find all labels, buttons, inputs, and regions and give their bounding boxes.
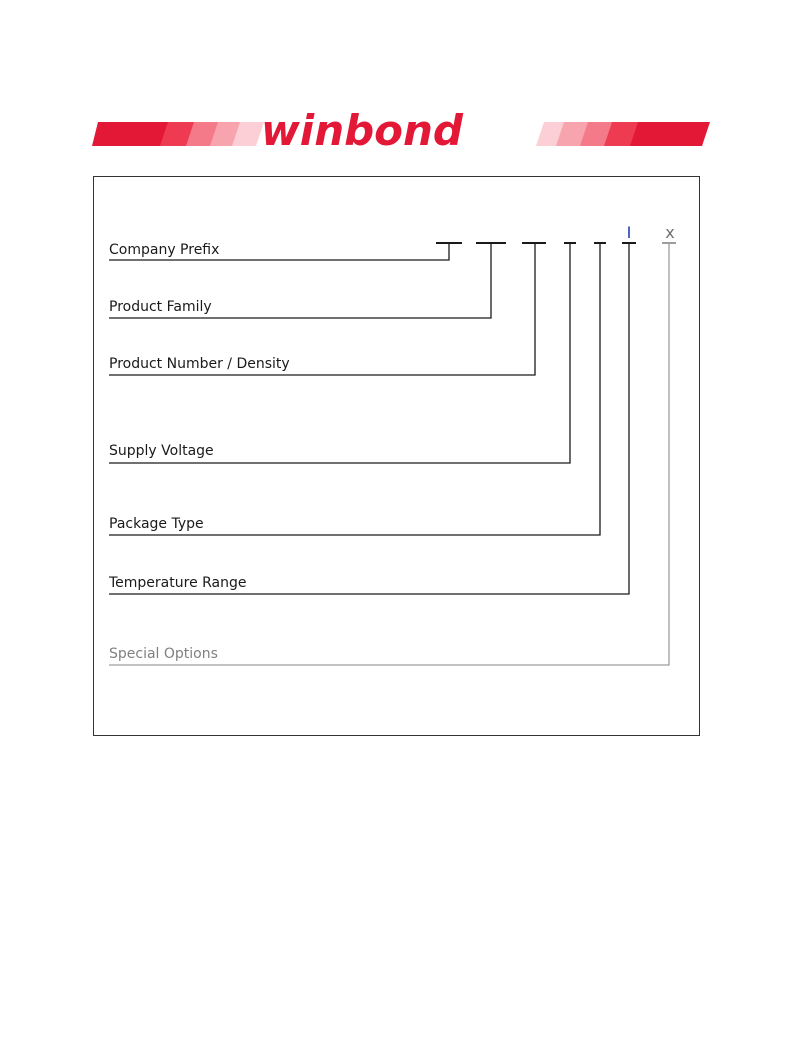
logo-wordmark: winbond [261,108,463,152]
label-temperature-range: Temperature Range [109,575,247,591]
label-special-options: Special Options [109,646,218,662]
label-product-number-density: Product Number / Density [109,356,290,372]
leader-temperature [109,243,629,594]
label-package-type: Package Type [109,516,204,532]
label-company-prefix: Company Prefix [109,242,220,258]
leader-lines [109,243,629,594]
label-product-family: Product Family [109,299,212,315]
label-supply-voltage: Supply Voltage [109,443,214,459]
code-char-options: x [665,223,675,242]
leader-package [109,243,600,535]
leader-voltage [109,243,570,463]
code-char-temperature: I [626,223,632,242]
